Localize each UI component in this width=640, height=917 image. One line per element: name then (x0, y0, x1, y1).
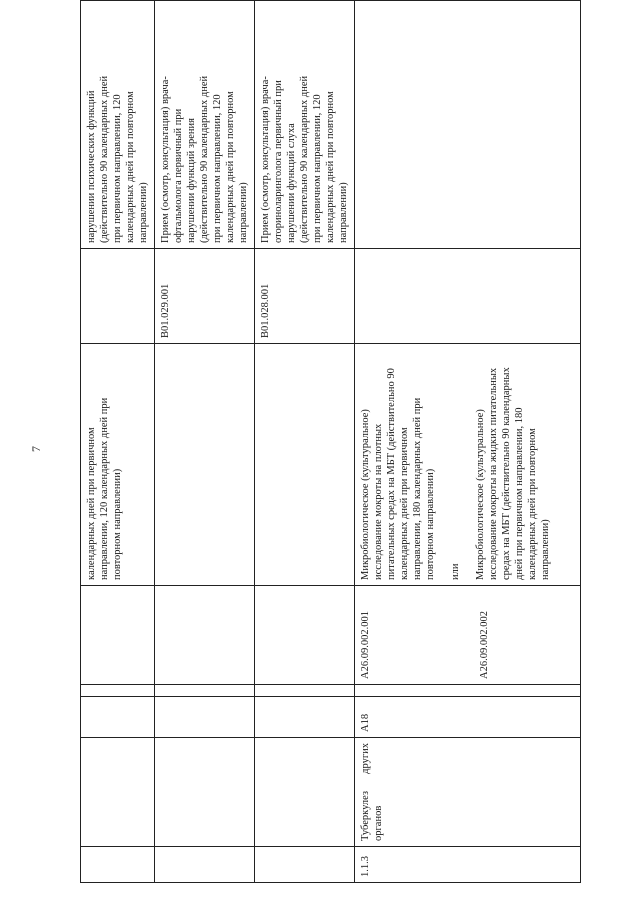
empty-cell (155, 685, 255, 697)
consult-text-cell: нарушении психических функций (действительно 90 календарных дней при первичном направлении, 120 календарных дней при повторном направлении) (81, 1, 155, 249)
row-number-cell (155, 847, 255, 883)
service-text: Микробиологическое (культуральное) исследование мокроты на жидких питательных средах на МБТ (действительно 90 календарных дней при первичном направлении, 180 календарных дней при повторном направлении) (475, 367, 551, 580)
disease-cell: Туберкулез других органов (355, 738, 581, 847)
or-label: или (450, 563, 461, 580)
icd-code-cell (155, 697, 255, 738)
service-text-cell (355, 344, 581, 586)
table-row (255, 1, 355, 883)
icd-code-cell: A18 (355, 697, 581, 738)
table-row (355, 1, 581, 883)
service-text-cell: календарных дней при первичном направлении, 120 календарных дней при повторном направлении) (81, 344, 155, 586)
row-number-cell: 1.1.3 (355, 847, 581, 883)
page-number: 7 (29, 446, 43, 452)
consult-text-cell: Прием (осмотр, консультация) врача- офтальмолога первичный при нарушении функций зрения (действительно 90 календарных дней при первичном направлении, 120 календарных дней при повторном направлении) (155, 1, 255, 249)
consult-code-cell: B01.028.001 (255, 249, 355, 344)
empty-cell (255, 685, 355, 697)
disease-cell (81, 738, 155, 847)
consult-code-cell (355, 249, 581, 344)
empty-cell (81, 685, 155, 697)
row-number-cell (81, 847, 155, 883)
service-text-cell (155, 344, 255, 586)
empty-cell (355, 685, 581, 697)
service-text: Микробиологическое (культуральное) исследование мокроты на плотных питательных средах на МБТ (действительно 90 календарных дней при первичном направлении, 180 календарных дней при повторном направлении) (360, 368, 436, 580)
service-code: A26.09.002.001 (360, 611, 371, 679)
disease-cell (255, 738, 355, 847)
document-table (80, 0, 581, 883)
consult-text-cell (355, 1, 581, 249)
service-code-cell (155, 586, 255, 685)
disease-cell (155, 738, 255, 847)
service-code-cell (355, 586, 581, 685)
consult-code-cell: B01.029.001 (155, 249, 255, 344)
table-row (155, 1, 255, 883)
row-number-cell (255, 847, 355, 883)
consult-text-cell: Прием (осмотр, консультация) врача- оториноларинголога первичный при нарушении функций слуха (действительно 90 календарных дней при первичном направлении, 120 календарных дней при повторном направлении) (255, 1, 355, 249)
service-text-cell (255, 344, 355, 586)
icd-code-cell (81, 697, 155, 738)
icd-code-cell (255, 697, 355, 738)
consult-code-cell (81, 249, 155, 344)
service-code: A26.09.002.002 (479, 611, 490, 679)
service-code-cell (81, 586, 155, 685)
service-code-cell (255, 586, 355, 685)
table-row (81, 1, 155, 883)
